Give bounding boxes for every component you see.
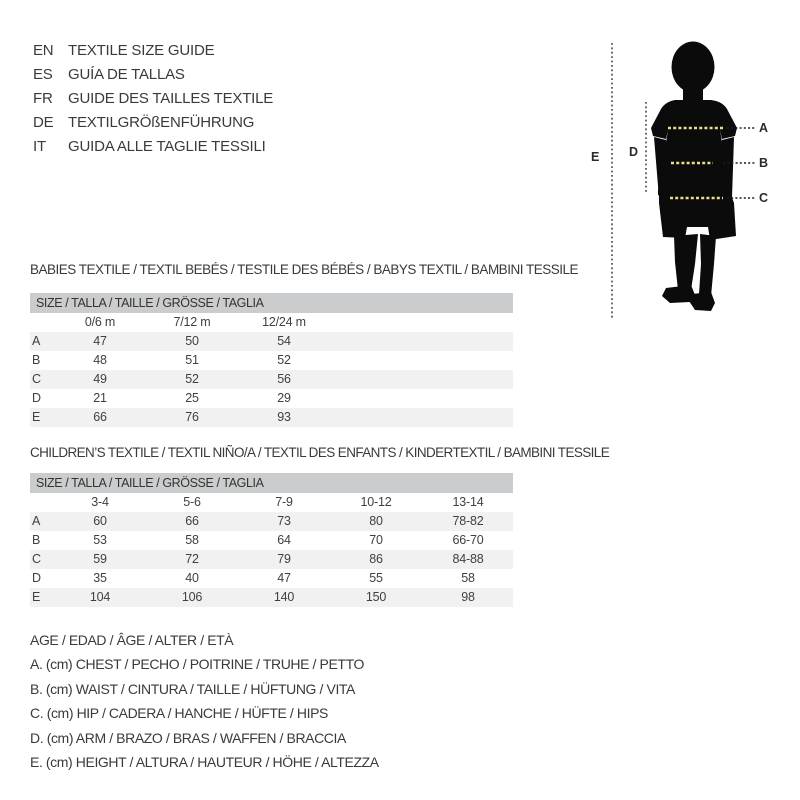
figure-label-b: B xyxy=(759,156,769,170)
table-row xyxy=(30,408,513,427)
language-code: IT xyxy=(33,137,46,155)
cell: 35 xyxy=(93,571,107,585)
cell: 80 xyxy=(369,514,383,528)
cell: 59 xyxy=(93,552,107,566)
measurement-figure-svg xyxy=(585,35,785,330)
table-row xyxy=(30,531,513,550)
table-row xyxy=(30,512,513,531)
language-title: GUIDA ALLE TAGLIE TESSILI xyxy=(68,137,266,155)
row-label: C xyxy=(32,372,41,386)
table-row xyxy=(30,569,513,588)
language-code: FR xyxy=(33,89,53,107)
cell: 66 xyxy=(93,410,107,424)
language-list xyxy=(33,38,273,158)
children-table xyxy=(30,493,609,607)
cell: 98 xyxy=(461,590,475,604)
language-row xyxy=(33,110,273,134)
cell: 79 xyxy=(277,552,291,566)
children-size-header-bar: SIZE / TALLA / TAILLE / GRÖSSE / TAGLIA xyxy=(30,473,513,493)
child-silhouette xyxy=(651,42,737,312)
figure-label-d: D xyxy=(629,145,639,159)
cell: 21 xyxy=(93,391,107,405)
cell: 49 xyxy=(93,372,107,386)
cell: 52 xyxy=(277,353,291,367)
cell: 76 xyxy=(185,410,199,424)
cell: 70 xyxy=(369,533,383,547)
cell: 106 xyxy=(181,590,203,604)
cell: 48 xyxy=(93,353,107,367)
language-row xyxy=(33,38,273,62)
cell: 150 xyxy=(365,590,387,604)
column-header: 7/12 m xyxy=(173,315,211,329)
cell: 51 xyxy=(185,353,199,367)
babies-heading: BABIES TEXTILE / TEXTIL BEBÉS / TESTILE DES BÉBÉS / BABYS TEXTIL / BAMBINI TESSILE xyxy=(30,262,578,277)
measurement-legend xyxy=(30,628,379,774)
row-label: A xyxy=(32,514,41,528)
table-row xyxy=(30,332,513,351)
table-row xyxy=(30,370,513,389)
children-heading: CHILDREN’S TEXTILE / TEXTIL NIÑO/A / TEXTIL DES ENFANTS / KINDERTEXTIL / BAMBINI TESSILE xyxy=(30,445,610,460)
babies-section xyxy=(30,262,578,427)
cell: 53 xyxy=(93,533,107,547)
measurement-figure xyxy=(585,35,785,330)
silhouette-right-leg xyxy=(699,234,716,296)
column-header: 13-14 xyxy=(452,495,484,509)
language-title: TEXTILGRÖßENFÜHRUNG xyxy=(68,113,255,131)
figure-label-e: E xyxy=(591,150,600,164)
language-code: EN xyxy=(33,41,54,59)
silhouette-left-leg xyxy=(674,234,698,290)
legend-line-arm: D. (cm) ARM / BRAZO / BRAS / WAFFEN / BRACCIA xyxy=(30,729,346,746)
column-header: 7-9 xyxy=(275,495,293,509)
legend-line-hip: C. (cm) HIP / CADERA / HANCHE / HÜFTE / HIPS xyxy=(30,705,328,722)
row-label: B xyxy=(32,533,41,547)
cell: 84-88 xyxy=(452,552,484,566)
row-label: B xyxy=(32,353,41,367)
cell: 54 xyxy=(277,334,291,348)
cell: 64 xyxy=(277,533,291,547)
legend-line-chest: A. (cm) CHEST / PECHO / POITRINE / TRUHE / PETTO xyxy=(30,656,364,673)
column-header: 10-12 xyxy=(360,495,392,509)
column-header: 3-4 xyxy=(91,495,109,509)
language-code: DE xyxy=(33,113,54,131)
row-label xyxy=(30,313,54,332)
language-row xyxy=(33,134,273,158)
babies-size-header-bar: SIZE / TALLA / TAILLE / GRÖSSE / TAGLIA xyxy=(30,293,513,313)
cell: 50 xyxy=(185,334,199,348)
cell: 140 xyxy=(273,590,295,604)
legend-line-height: E. (cm) HEIGHT / ALTURA / HAUTEUR / HÖHE / ALTEZZA xyxy=(30,753,379,770)
cell: 29 xyxy=(277,391,291,405)
cell: 104 xyxy=(89,590,111,604)
row-label: E xyxy=(32,410,41,424)
language-row xyxy=(33,86,273,110)
row-label: D xyxy=(32,391,41,405)
cell: 52 xyxy=(185,372,199,386)
row-label: A xyxy=(32,334,41,348)
cell: 58 xyxy=(185,533,199,547)
cell: 40 xyxy=(185,571,199,585)
table-row xyxy=(30,351,513,370)
figure-label-a: A xyxy=(759,121,769,135)
cell: 66-70 xyxy=(452,533,484,547)
cell: 56 xyxy=(277,372,291,386)
babies-column-header-row xyxy=(30,313,513,332)
column-header: 5-6 xyxy=(183,495,201,509)
row-label: D xyxy=(32,571,41,585)
cell: 58 xyxy=(461,571,475,585)
row-label: E xyxy=(32,590,41,604)
column-header: 12/24 m xyxy=(262,315,306,329)
legend-line-waist: B. (cm) WAIST / CINTURA / TAILLE / HÜFTUNG / VITA xyxy=(30,680,355,697)
language-row xyxy=(33,62,273,86)
cell: 60 xyxy=(93,514,107,528)
language-title: GUÍA DE TALLAS xyxy=(68,65,185,83)
cell: 86 xyxy=(369,552,383,566)
language-title: GUIDE DES TAILLES TEXTILE xyxy=(68,89,274,107)
table-row xyxy=(30,588,513,607)
table-row xyxy=(30,550,513,569)
figure-label-c: C xyxy=(759,191,769,205)
column-header: 0/6 m xyxy=(84,315,116,329)
cell: 73 xyxy=(277,514,291,528)
language-code: ES xyxy=(33,65,53,83)
silhouette-right-shoe xyxy=(689,292,715,311)
row-label: C xyxy=(32,552,41,566)
language-title: TEXTILE SIZE GUIDE xyxy=(68,41,215,59)
babies-table xyxy=(30,313,578,427)
cell: 47 xyxy=(277,571,291,585)
children-column-header-row xyxy=(30,493,513,512)
cell: 93 xyxy=(277,410,291,424)
table-row xyxy=(30,389,513,408)
cell: 25 xyxy=(185,391,199,405)
legend-line-age: AGE / EDAD / ÂGE / ALTER / ETÀ xyxy=(30,632,234,648)
cell: 66 xyxy=(185,514,199,528)
cell: 47 xyxy=(93,334,107,348)
row-label xyxy=(30,493,54,512)
cell: 78-82 xyxy=(452,514,484,528)
cell: 55 xyxy=(369,571,383,585)
silhouette-head xyxy=(672,42,715,93)
cell: 72 xyxy=(185,552,199,566)
children-section xyxy=(30,445,609,607)
